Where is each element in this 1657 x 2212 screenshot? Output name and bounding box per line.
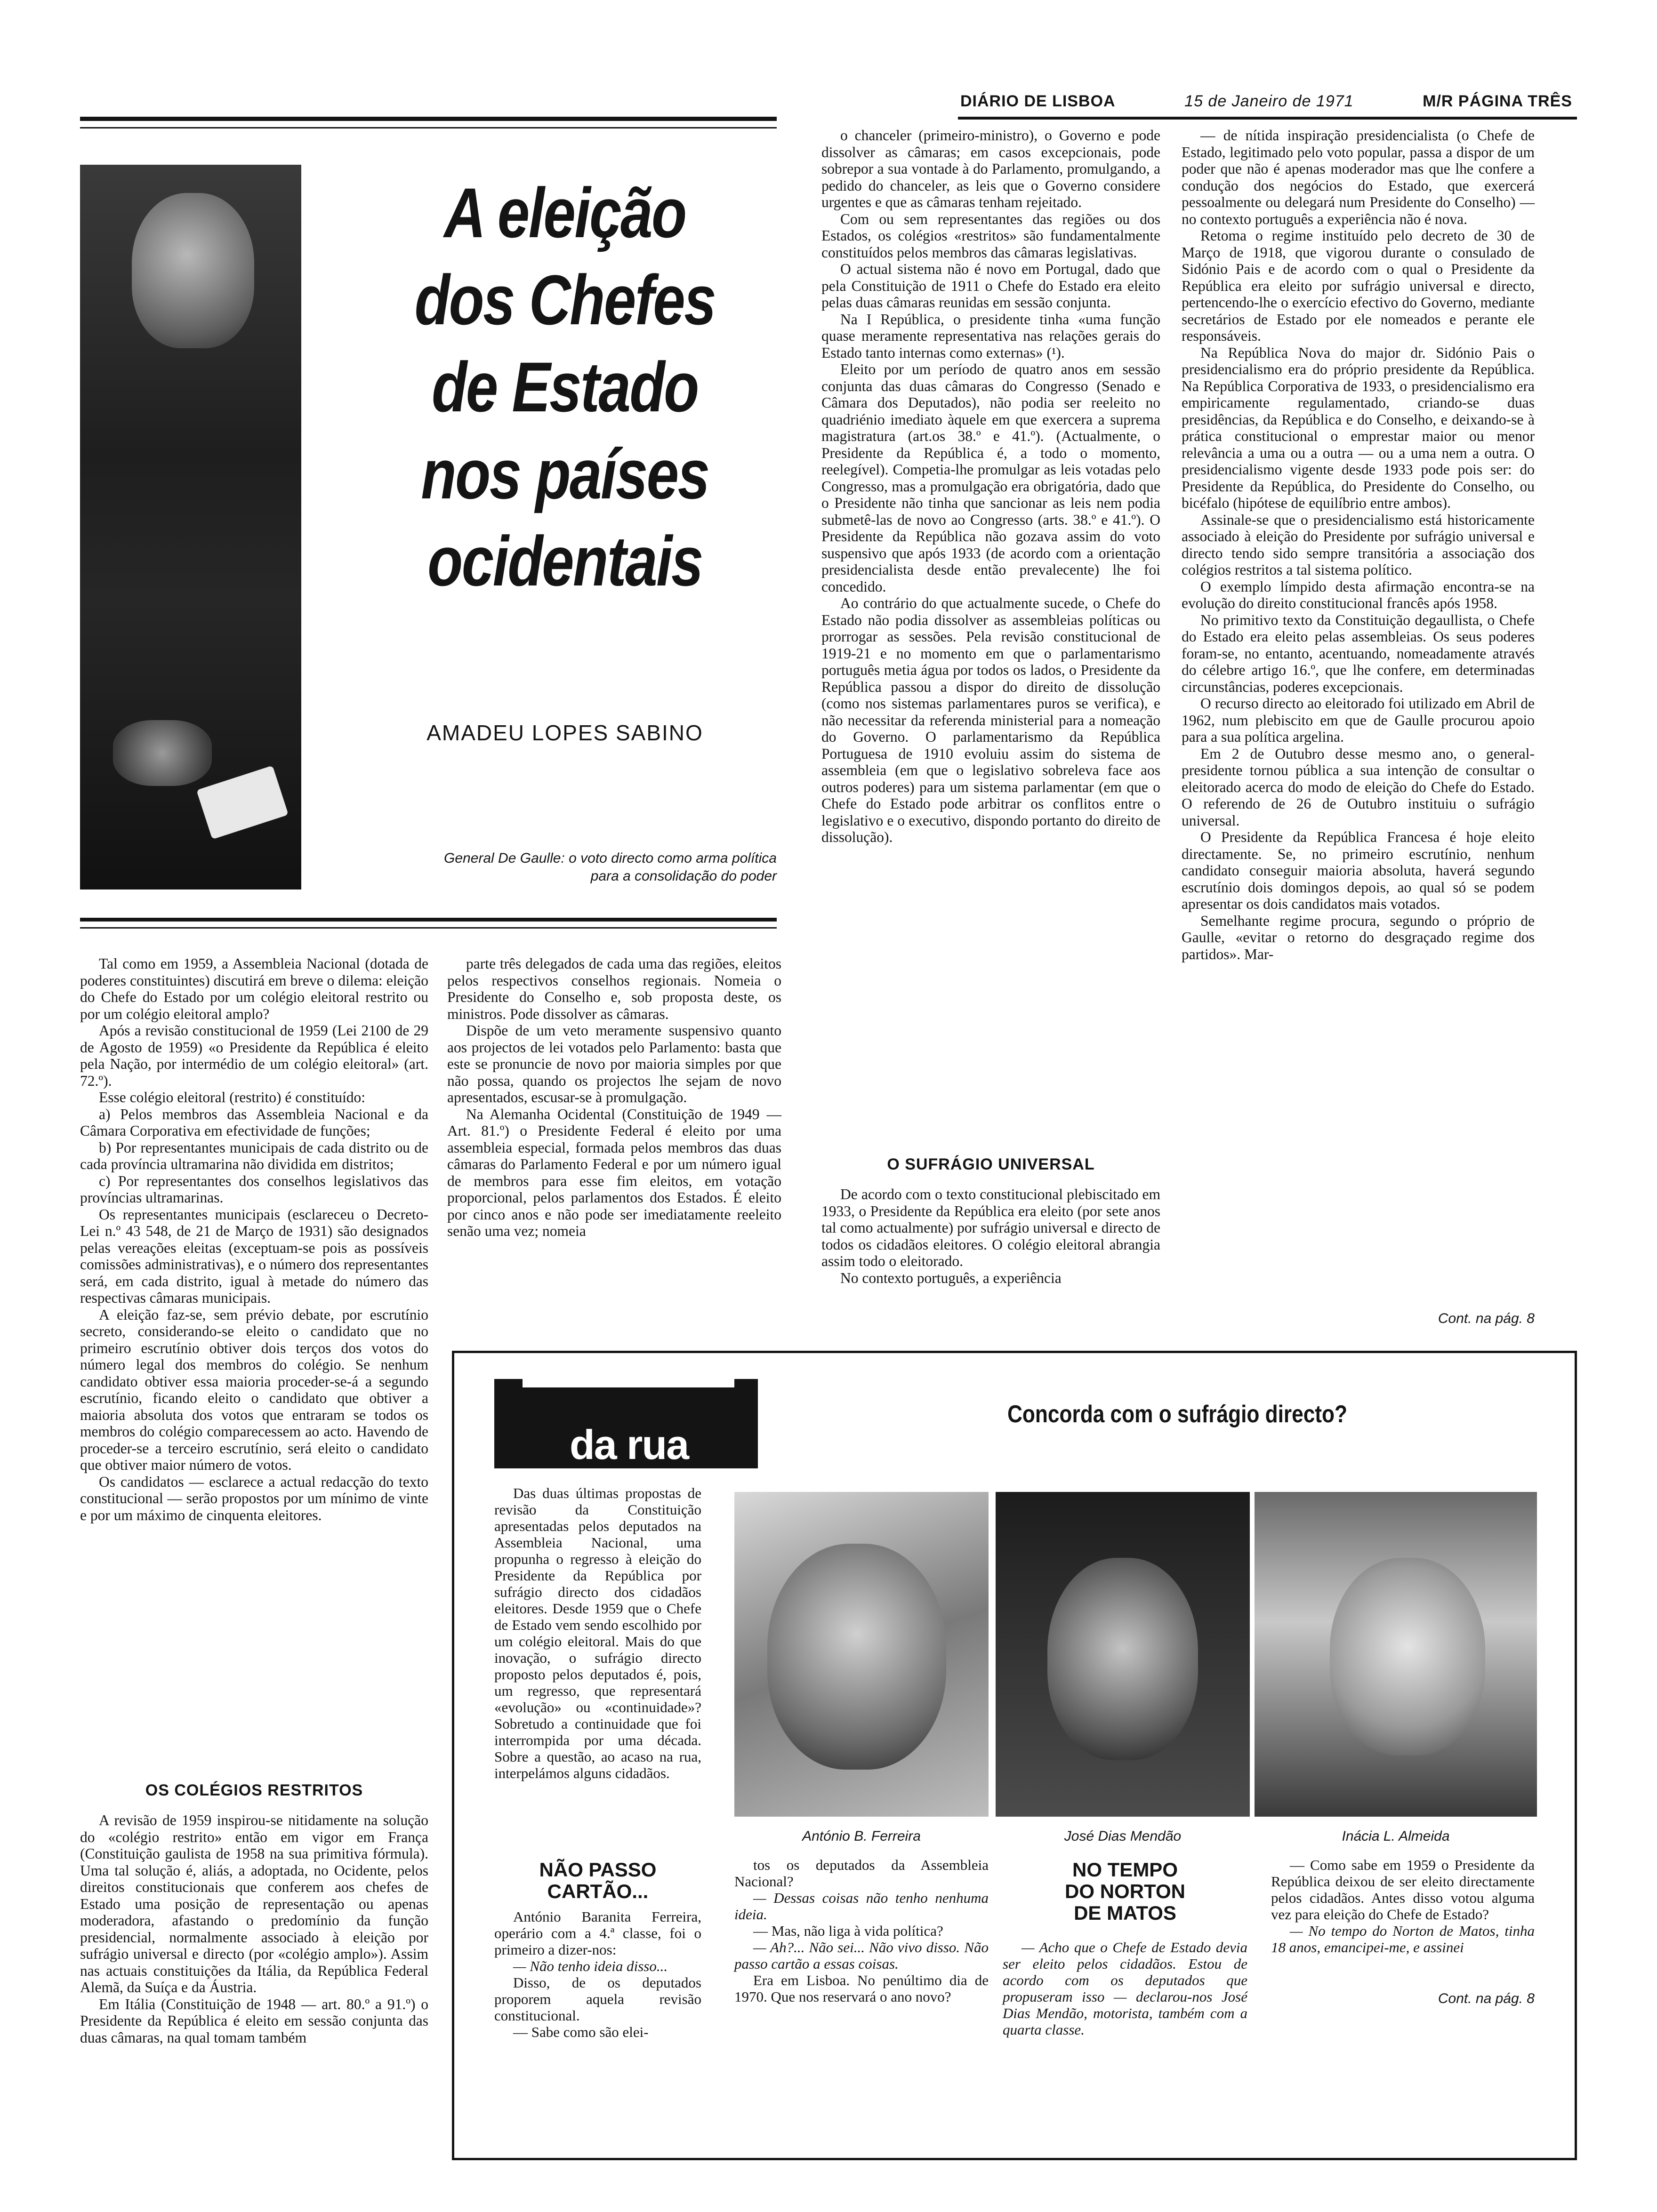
paragraph: A eleição faz-se, sem prévio debate, por escrutínio secreto, considerando-se eleito o candidato que no primeiro escrutínio obtiver dois terços dos votos do número legal dos membros do colégio. Se nenhum candidato obtiver essa maioria proceder-se-á a segundo escrutínio, ficando eleito o candidato que obtiver a maioria absoluta dos votos que entraram se todos os membros do colégio comparecessem ao acto. Havendo de proceder-se a terceiro escrutínio, será eleito o candidato que obtiver maior número de votos. bbox=[80, 1306, 428, 1473]
paragraph: Retoma o regime instituído pelo decreto de 30 de Março de 1918, que vigorou durante o consulado de Sidónio Pais e de acordo com o qual o Presidente da República era eleito por sufrágio universal e directo, pertencendo-lhe o exercício efectivo do Governo, mediante secretários de Estado por ele nomeados e perante ele responsáveis. bbox=[1182, 227, 1535, 344]
head-line: DO NORTON bbox=[1065, 1880, 1185, 1902]
top-rule-left-thin bbox=[80, 127, 777, 128]
paragraph: Os candidatos — esclarece a actual redacção do texto constitucional — serão propostos por um mínimo de vinte e por um máximo de cinquenta eleitores. bbox=[80, 1473, 428, 1523]
paragraph: O actual sistema não é novo em Portugal, dado que pela Constituição de 1911 o Chefe do Estado era eleito pelas duas câmaras reunidas em sessão conjunta. bbox=[821, 261, 1160, 311]
paragraph: Em 2 de Outubro desse mesmo ano, o general-presidente tornou pública a sua intenção de consultar o eleitorado acerca do modo de eleição do Chefe do Estado. O referendo de 26 de Outubro instituiu o sufrágio universal. bbox=[1182, 745, 1535, 829]
paragraph: Das duas últimas propostas de revisão da Constituição apresentadas pelos deputados na Assembleia Nacional, uma propunha o regresso à eleição do Presidente da República por sufrágio directo dos cidadãos eleitores. Desde 1959 que o Chefe de Estado vem sendo escolhido por um colégio eleitoral. Mais do que inovação, o sufrágio directo proposto pelos deputados é, pois, um regresso, que representará «evolução» ou «continuidade»? Sobretudo a continuidade que foi interrompida por uma década. Sobre a questão, ao acaso na rua, interpelámos alguns cidadãos. bbox=[494, 1485, 701, 1781]
paragraph: O recurso directo ao eleitorado foi utilizado em Abril de 1962, num plebiscito em que de Gaulle procurou apoio para a sua política argelina. bbox=[1182, 695, 1535, 745]
paragraph: — Não tenho ideia disso... bbox=[513, 1958, 668, 1974]
paragraph: — Dessas coisas não tenho nenhuma ideia. bbox=[734, 1890, 989, 1923]
box-kicker bbox=[494, 1374, 758, 1468]
interview-text-1 bbox=[494, 1908, 701, 2040]
paragraph: o chanceler (primeiro-ministro), o Governo e pode dissolver as câmaras; em casos excepcionais, pode sobrepor a sua vontade à do Parlamento, promulgando, a pedido do chanceler, as leis que o Governo considere urgentes e que as câmaras tenham rejeitado. bbox=[821, 127, 1160, 210]
head-line: NO TEMPO bbox=[1072, 1859, 1178, 1881]
caption-line: General De Gaulle: o voto directo como arma política bbox=[443, 850, 777, 866]
paragraph: Na República Nova do major dr. Sidónio Pais o presidencialismo era do próprio presidente da República. Na República Corporativa de 1933, o presidencialismo era empiricamente regulamentado, criando-se duas presidências, da República e do Conselho, e deixando-se à prática constitucional o emprestar maior ou menor relevância a uma ou a outra — ou a uma nem a outra. O presidencialismo vigente desde 1933 pode pois ser: do Presidente da República, do Presidente do Conselho, ou bicéfalo (hipótese de equilíbrio entre ambos). bbox=[1182, 344, 1535, 511]
byline: AMADEU LOPES SABINO bbox=[426, 721, 703, 745]
box-question: Concorda com o sufrágio directo? bbox=[1007, 1401, 1348, 1428]
de-gaulle-photo bbox=[80, 165, 301, 890]
box-intro bbox=[494, 1485, 701, 1781]
paragraph: parte três delegados de cada uma das regiões, eleitos pelos respectivos conselhos regionais. Nomeia o Presidente do Conselho e, sob proposta deste, os ministros. Pode dissolver as câmaras. bbox=[447, 955, 781, 1022]
photo-caption-jose: José Dias Mendão bbox=[1064, 1828, 1182, 1844]
paragraph: A revisão de 1959 inspirou-se nitidamente na solução do «colégio restrito» então em vigor em França (Constituição gaulista de 1958 na sua primitiva fórmula). Uma tal solução é, aliás, a adoptada, no Ocidente, pelos direitos constitucionais que conferem aos chefes de Estado uma posição de representação ou apenas moderadora, afastando o predomínio da função presidencial, normalmente associado à eleição por sufrágio universal e directo (por «colégio amplo»). Assim nas actuais constituições da Itália, da República Federal Alemã, da Suíça e da Áustria. bbox=[80, 1812, 428, 1996]
headline-line: de Estado bbox=[432, 347, 698, 426]
paragraph: Após a revisão constitucional de 1959 (Lei 2100 de 29 de Agosto de 1959) «o Presidente da República é eleito pela Nação, por intermédio de um colégio eleitoral» (art. 72.º). bbox=[80, 1022, 428, 1089]
newspaper-name: DIÁRIO DE LISBOA bbox=[960, 92, 1116, 110]
paragraph: Ao contrário do que actualmente sucede, o Chefe do Estado não podia dissolver as assembleias políticas ou prorrogar as sessões. Pela revisão constitucional de 1919-21 e no momento em que o parlamentarismo português metia água por todos os lados, o Presidente da República passou a dispor do direito de dissolução (como nos sistemas parlamentares puros se verifica), e não necessitar da referenda ministerial para a nomeação do Governo. O parlamentarismo da República Portuguesa de 1910 evoluiu assim do sistema de assembleia (em que o legislativo sobreleva face aos outros poderes) para um sistema parlamentar (em que o Chefe do Estado pode arbitrar os conflitos entre o legislativo e o executivo, dispondo portanto do direito de dissolução). bbox=[821, 595, 1160, 845]
paragraph: O Presidente da República Francesa é hoje eleito directamente. Se, no primeiro escrutínio, nenhum candidato conseguir maioria absoluta, haverá segundo escrutínio dois domingos depois, ao qual só se podem apresentar os dois candidatos mais votados. bbox=[1182, 829, 1535, 912]
subhead-colegios: OS COLÉGIOS RESTRITOS bbox=[145, 1781, 363, 1799]
paragraph: b) Por representantes municipais de cada distrito ou de cada província ultramarina não dividida em distritos; bbox=[80, 1139, 428, 1172]
subhead-sufragio: O SUFRÁGIO UNIVERSAL bbox=[887, 1155, 1095, 1173]
photo-jose bbox=[996, 1492, 1250, 1817]
paragraph: Em Itália (Constituição de 1948 — art. 80.º a 91.º) o Presidente da República é eleito em sessão conjunta das duas câmaras, na qual tomam também bbox=[80, 1996, 428, 2046]
article-column-3b bbox=[821, 1186, 1160, 1286]
portrait-head bbox=[767, 1544, 946, 1770]
paragraph: Eleito por um período de quatro anos em sessão conjunta das duas câmaras do Congresso (Senado e Câmara dos Deputados), não podia ser reeleito no quadriénio imediato àquele em que exercera a suprema magistratura (art.os 38.º e 41.º). (Actualmente, o Presidente da República é, a todo o momento, reelegível). Competia-lhe promulgar as leis votadas pelo Congresso, mas a promulgação era obrigatória, dado que o Presidente não tinha que sancionar as leis nem podia submetê-las de novo ao Congresso (arts. 38.º e 41.º). O Presidente da República não gozava assim do voto suspensivo que após 1933 (de acordo com a orientação presidencialista desde então prevalecente) lhe foi concedido. bbox=[821, 361, 1160, 595]
portrait-paper bbox=[196, 765, 289, 839]
paragraph: De acordo com o texto constitucional plebiscitado em 1933, o Presidente da República era eleito (por sete anos tal como actualmente) por sufrágio universal e directo de todos os cidadãos eleitores. O colégio eleitoral abrangia assim todo o eleitorado. bbox=[821, 1186, 1160, 1269]
paragraph: Disso, de os deputados proporem aquela revisão constitucional. bbox=[494, 1974, 701, 2024]
paragraph: No primitivo texto da Constituição degaullista, o Chefe do Estado era eleito pelas assembleias. Os seus poderes foram-se, no entanto, acentuando, nomeadamente através do célebre artigo 16.º, que lhe confere, em determinadas circunstâncias, poderes excepcionais. bbox=[1182, 611, 1535, 695]
paragraph: Na I República, o presidente tinha «uma função quase meramente representativa nas relações gerais do Estado tanto internas como externas» (¹). bbox=[821, 311, 1160, 361]
portrait-head bbox=[1330, 1558, 1485, 1755]
continued-note: Cont. na pág. 8 bbox=[1438, 1311, 1535, 1326]
kicker-line-1: ao acaso bbox=[523, 1374, 692, 1421]
paragraph: c) Por representantes dos conselhos legislativos das províncias ultramarinas. bbox=[80, 1172, 428, 1206]
article-column-1 bbox=[80, 955, 428, 1523]
interview-text-1b bbox=[734, 1857, 989, 2005]
paragraph: Assinale-se que o presidencialismo está historicamente associado à eleição do Presidente por sufrágio universal e directo tendo sido sempre transitória a associação dos colégios restritos a tal sistema político. bbox=[1182, 511, 1535, 578]
top-rule-right bbox=[958, 117, 1577, 120]
paragraph: — Acho que o Chefe de Estado devia ser eleito pelos cidadãos. Estou de acordo com os deputados que propuseram isso — declarou-nos José Dias Mendão, motorista, também com a quarta classe. bbox=[1003, 1939, 1247, 2038]
paragraph: O exemplo límpido desta afirmação encontra-se na evolução do direito constitucional francês após 1958. bbox=[1182, 578, 1535, 611]
portrait-face bbox=[132, 193, 254, 348]
head-line: DE MATOS bbox=[1074, 1902, 1176, 1924]
portrait-hands bbox=[113, 720, 212, 786]
paragraph: — Ah?... Não sei... Não vivo disso. Não passo cartão a essas coisas. bbox=[734, 1939, 989, 1972]
mid-rule bbox=[80, 918, 777, 922]
headline-line: A eleição bbox=[444, 173, 686, 252]
photo-caption-inacia: Inácia L. Almeida bbox=[1342, 1828, 1450, 1844]
head-line: NÃO PASSO bbox=[539, 1859, 657, 1881]
paragraph: António Baranita Ferreira, operário com a 4.ª classe, foi o primeiro a dizer-nos: bbox=[494, 1908, 701, 1958]
paragraph: Dispõe de um veto meramente suspensivo quanto aos projectos de lei votados pelo Parlamento: basta que este se pronuncie de novo por maioria simples por que não possa, quando os projectos lhe sejam de novo apresentados, escusar-se à promulgação. bbox=[447, 1022, 781, 1106]
paragraph: — Mas, não liga à vida política? bbox=[753, 1923, 943, 1939]
paragraph: Na Alemanha Ocidental (Constituição de 1949 — Art. 81.º) o Presidente Federal é eleito por uma assembleia especial, formada pelos membros das duas câmaras do Parlamento Federal e por um número igual de membros para esse fim eleitos, em votação proporcional, pelos parlamentos dos Estados. É eleito por cinco anos e não pode ser imediatamente reeleito senão uma vez; nomeia bbox=[447, 1106, 781, 1239]
interview-head-2 bbox=[1003, 1859, 1247, 1924]
paragraph: — de nítida inspiração presidencialista (o Chefe de Estado, legitimado pelo voto popular, passa a dispor de um poder que não é apenas moderador mas que lhe confere a condução dos negócios do Estado, que exercerá pessoalmente ou delegará num Presidente do Conselho) — no contexto português a experiência não é nova. bbox=[1182, 127, 1535, 227]
portrait-head bbox=[1047, 1558, 1198, 1760]
headline bbox=[395, 169, 735, 605]
mid-rule-thin bbox=[80, 927, 777, 929]
article-column-1b bbox=[80, 1812, 428, 2046]
paragraph: Com ou sem representantes das regiões ou dos Estados, os colégios «restritos» são fundamentalmente constituídos pelos membros das câmaras legislativas. bbox=[821, 210, 1160, 261]
paragraph: No contexto português, a experiência bbox=[840, 1269, 1062, 1286]
interview-text-2 bbox=[1003, 1939, 1247, 2038]
kicker-line-2: da rua bbox=[570, 1421, 689, 1468]
photo-inacia bbox=[1255, 1492, 1537, 1817]
paragraph: — Como sabe em 1959 o Presidente da República deixou de ser eleito directamente pelos cidadãos. Antes disso votou alguma vez para eleição do Chefe de Estado? bbox=[1271, 1857, 1535, 1923]
caption-line: para a consolidação do poder bbox=[590, 868, 777, 884]
headline-line: ocidentais bbox=[427, 521, 702, 601]
article-column-4 bbox=[1182, 127, 1535, 962]
photo-caption-antonio: António B. Ferreira bbox=[802, 1828, 921, 1844]
article-column-3 bbox=[821, 127, 1160, 846]
interview-head-1 bbox=[494, 1859, 701, 1902]
masthead bbox=[960, 90, 1572, 112]
paragraph: tos os deputados da Assembleia Nacional? bbox=[734, 1857, 989, 1890]
headline-line: nos países bbox=[421, 434, 709, 513]
box-continued-note: Cont. na pág. 8 bbox=[1438, 1991, 1535, 2006]
issue-date: 15 de Janeiro de 1971 bbox=[1184, 92, 1354, 110]
article-column-2 bbox=[447, 955, 781, 1240]
paragraph: Esse colégio eleitoral (restrito) é constituído: bbox=[99, 1089, 365, 1106]
paragraph: Os representantes municipais (esclareceu o Decreto-Lei n.º 43 548, de 21 de Março de 1931) são designados pelas vereações eleitas (exceptuam-se pois as possíveis comissões administrativas), e o número dos representantes será, em cada distrito, igual à metade do número das respectivas câmaras municipais. bbox=[80, 1206, 428, 1306]
headline-line: dos Chefes bbox=[414, 260, 716, 339]
paragraph: — No tempo do Norton de Matos, tinha 18 anos, emancipei-me, e assinei bbox=[1271, 1923, 1535, 1956]
paragraph: Semelhante regime procura, segundo o próprio de Gaulle, «evitar o retorno do desgraçado regime dos partidos». Mar- bbox=[1182, 912, 1535, 962]
page-label: M/R PÁGINA TRÊS bbox=[1423, 92, 1572, 110]
photo-caption bbox=[306, 850, 777, 885]
paragraph: a) Pelos membros das Assembleia Nacional e da Câmara Corporativa em efectividade de funções; bbox=[80, 1106, 428, 1139]
paragraph: — Sabe como são elei- bbox=[513, 2024, 649, 2040]
paragraph: Tal como em 1959, a Assembleia Nacional (dotada de poderes constituintes) discutirá em breve o dilema: eleição do Chefe do Estado por um colégio eleitoral restrito ou por um colégio eleitoral amplo? bbox=[80, 955, 428, 1022]
top-rule-left bbox=[80, 117, 777, 121]
paragraph: Era em Lisboa. No penúltimo dia de 1970. Que nos reservará o ano novo? bbox=[734, 1972, 989, 2005]
head-line: CARTÃO... bbox=[547, 1880, 649, 1902]
photo-antonio bbox=[734, 1492, 989, 1817]
interview-text-3 bbox=[1271, 1857, 1535, 1956]
